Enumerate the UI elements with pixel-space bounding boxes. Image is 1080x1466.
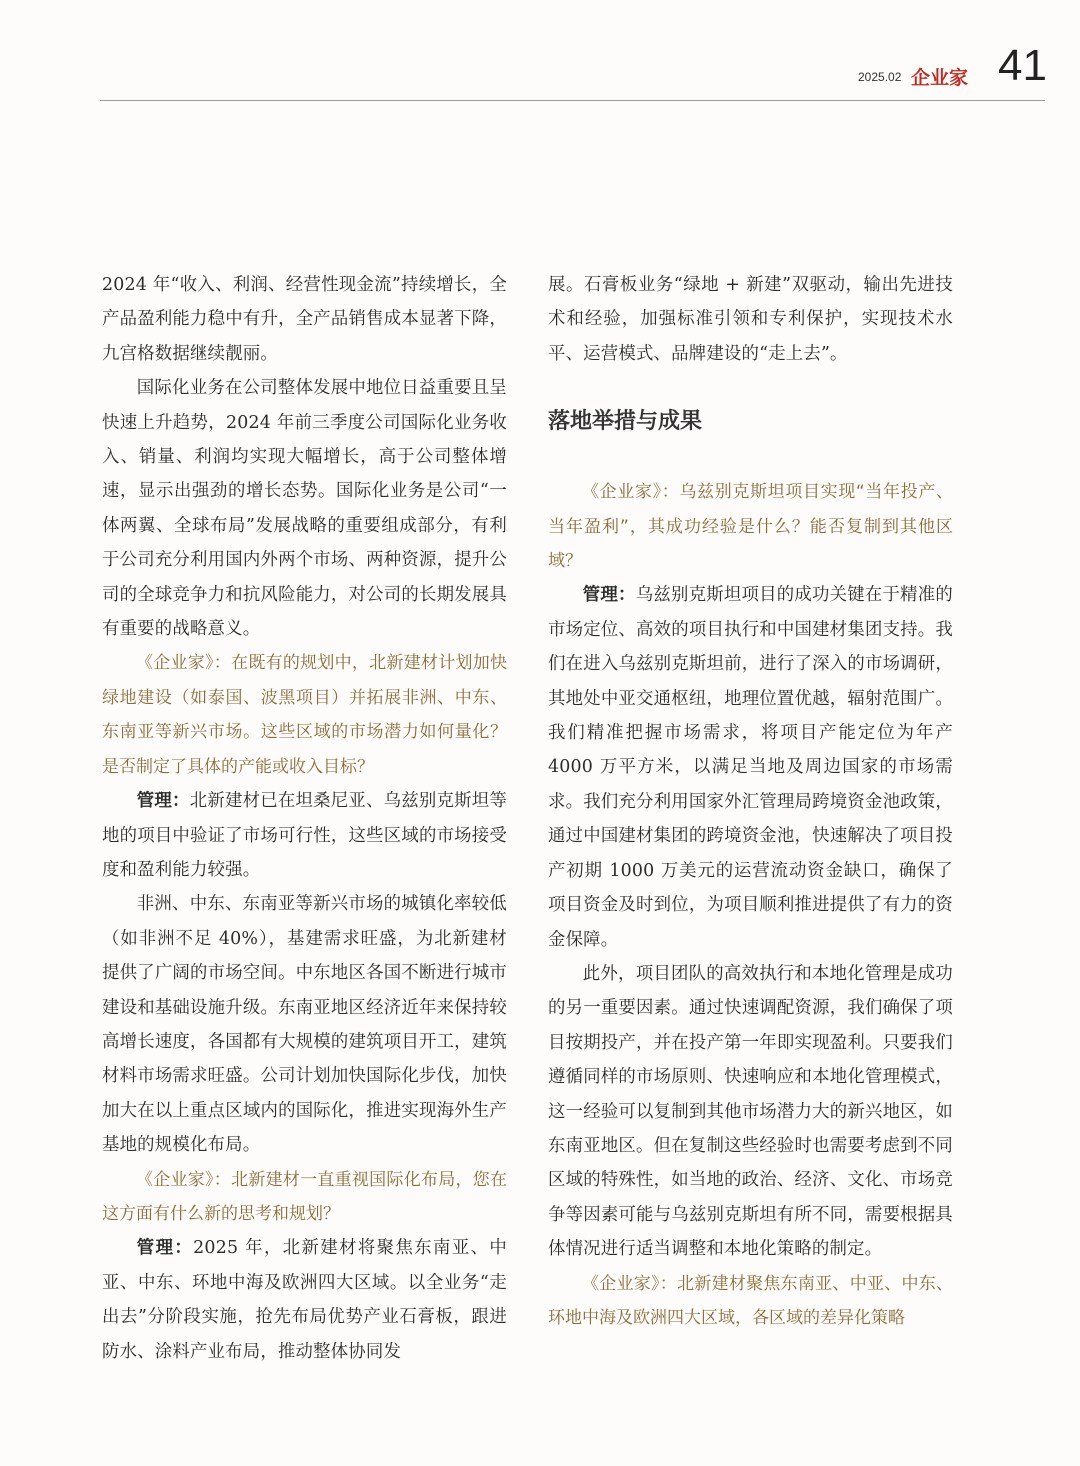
answer-label: 管理： xyxy=(136,1238,194,1259)
answer-label: 管理： xyxy=(582,585,636,606)
paragraph: 此外，项目团队的高效执行和本地化管理是成功的另一重要因素。通过快速调配资源，我们确保了项目按期投产，并在投产第一年即实现盈利。只要我们遵循同样的市场原则、快速响应和本地化管理模式，这一经验可以复制到其他市场潜力大的新兴地区，如东南亚地区。但在复制这些经验时也需要考虑到不同区域的特殊性，如当地的政治、经济、文化、市场竞争等因素可能与乌兹别克斯坦有所不同，需要根据具体情况进行适当调整和本地化策略的制定。 xyxy=(548,963,953,1260)
header-divider xyxy=(100,100,1045,101)
interview-question: 《企业家》：在既有的规划中，北新建材计划加快绿地建设（如泰国、波黑项目）并拓展非洲、中东、东南亚等新兴市场。这些区域的市场潜力如何量化？是否制定了具体的产能或收入目标？ xyxy=(102,653,507,777)
interview-answer xyxy=(548,578,953,956)
paragraph: 非洲、中东、东南亚等新兴市场的城镇化率较低（如非洲不足 40%），基建需求旺盛，为北新建材提供了广阔的市场空间。中东地区各国不断进行城市建设和基础设施升级。东南亚地区经济近年来保持较高增长速度，各国都有大规模的建筑项目开工，建筑材料市场需求旺盛。公司计划加快国际化步伐，加快加大在以上重点区域内的国际化，推进实现海外生产基地的规模化布局。 xyxy=(102,894,507,1156)
answer-text: 北新建材已在坦桑尼亚、乌兹别克斯坦等地的项目中验证了市场可行性，这些区域的市场接受度和盈利能力较强。 xyxy=(102,791,507,880)
answer-label: 管理： xyxy=(136,791,190,812)
interview-answer xyxy=(102,1231,507,1369)
paragraph: 展。石膏板业务“绿地 + 新建”双驱动，输出先进技术和经验，加强标准引领和专利保护，实现技术水平、运营模式、品牌建设的“走上去”。 xyxy=(548,275,953,364)
section-title: 落地举措与成果 xyxy=(548,409,703,435)
left-column xyxy=(102,268,507,1369)
interview-answer xyxy=(102,784,507,887)
answer-text: 2025 年，北新建材将聚焦东南亚、中亚、中东、环地中海及欧洲四大区域。以全业务“走出去”分阶段实施，抢先布局优势产业石膏板，跟进防水、涂料产业布局，推动整体协同发 xyxy=(102,1238,507,1362)
interview-question: 《企业家》：北新建材一直重视国际化布局，您在这方面有什么新的思考和规划？ xyxy=(102,1169,507,1224)
paragraph: 国际化业务在公司整体发展中地位日益重要且呈快速上升趋势，2024 年前三季度公司国际化业务收入、销量、利润均实现大幅增长，高于公司整体增速，显示出强劲的增长态势。国际化业务是公司“一体两翼、全球布局”发展战略的重要组成部分，有利于公司充分利用国内外两个市场、两种资源，提升公司的全球竞争力和抗风险能力，对公司的长期发展具有重要的战略意义。 xyxy=(102,378,507,640)
interview-question: 《企业家》：乌兹别克斯坦项目实现“当年投产、当年盈利”，其成功经验是什么？能否复制到其他区域？ xyxy=(548,482,953,572)
page-number: 41 xyxy=(998,41,1047,90)
magazine-brand: 企业家 xyxy=(911,67,969,89)
right-column xyxy=(548,268,953,1335)
interview-question: 《企业家》：北新建材聚焦东南亚、中亚、中东、环地中海及欧洲四大区域，各区域的差异化策略 xyxy=(548,1273,953,1328)
issue-date: 2025.02 xyxy=(858,70,902,84)
paragraph: 2024 年“收入、利润、经营性现金流”持续增长，全产品盈利能力稳中有升，全产品销售成本显著下降，九宫格数据继续靓丽。 xyxy=(102,275,507,364)
answer-text: 乌兹别克斯坦项目的成功关键在于精准的市场定位、高效的项目执行和中国建材集团支持。我们在进入乌兹别克斯坦前，进行了深入的市场调研，其地处中亚交通枢纽，地理位置优越，辐射范围广。我们精准把握市场需求，将项目产能定位为年产 4000 万平方米，以满足当地及周边国家的市场需求。我们充分利用国家外汇管理局跨境资金池政策，通过中国建材集团的跨境资金池，快速解决了项目投产初期 1000 万美元的运营流动资金缺口，确保了项目资金及时到位，为项目顺利推进提供了有力的资金保障。 xyxy=(548,585,953,950)
